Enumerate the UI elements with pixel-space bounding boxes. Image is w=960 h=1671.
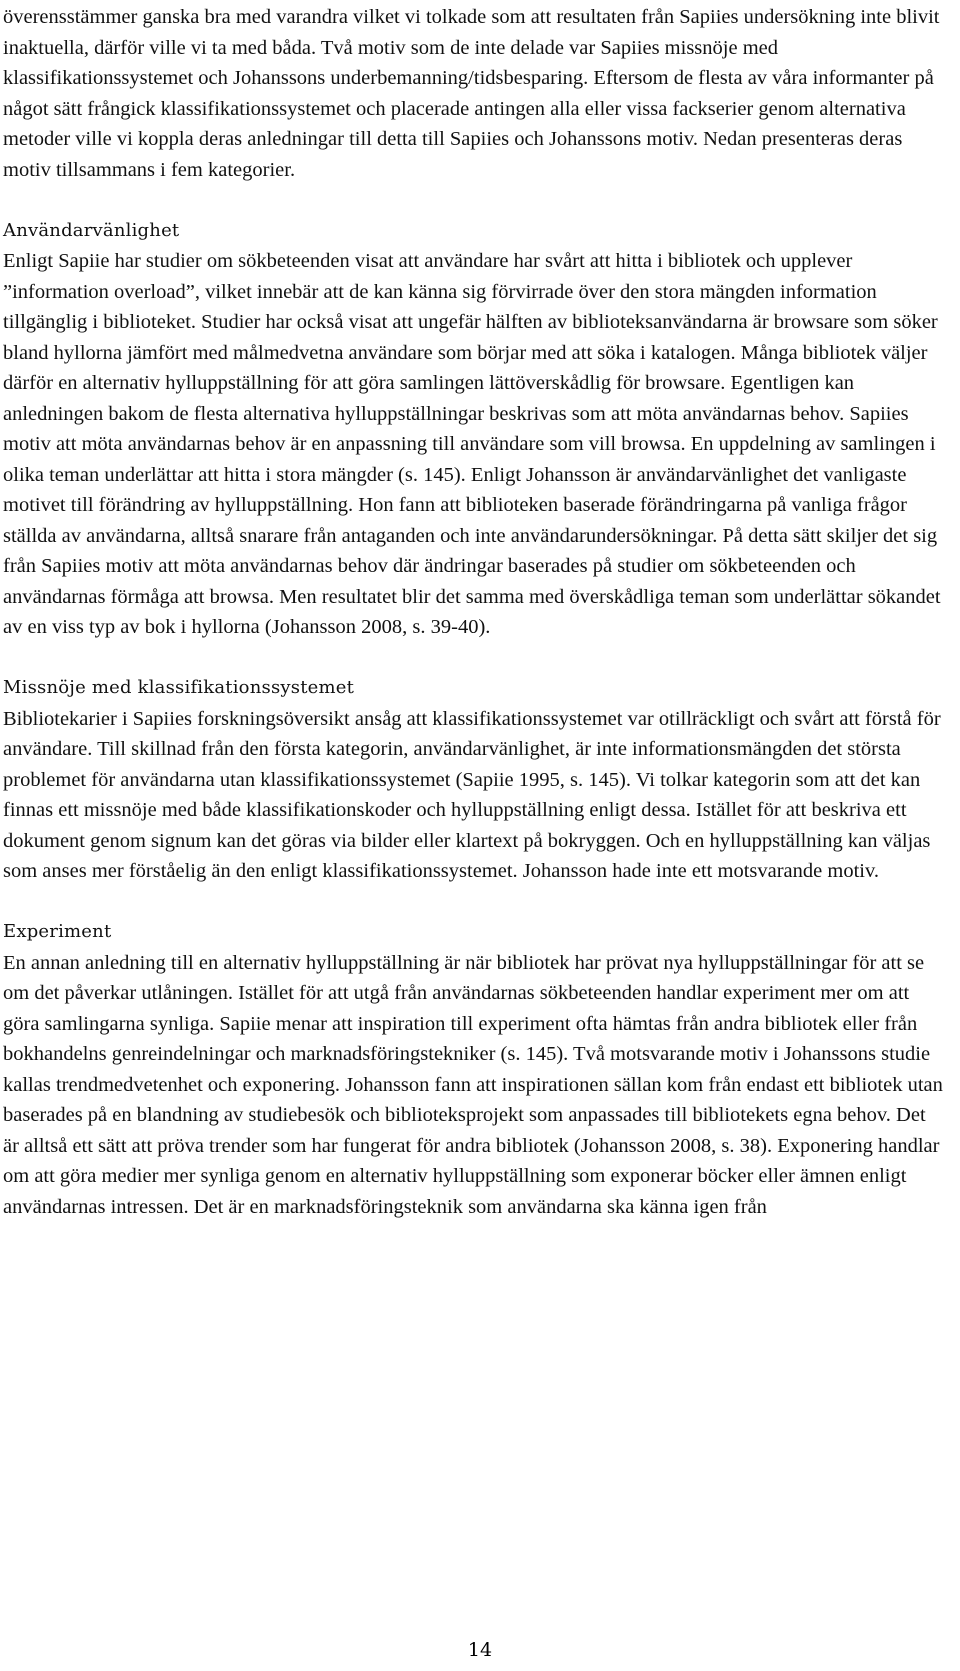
intro-paragraph: överensstämmer ganska bra med varandra vilket vi tolkade som att resultaten från Sapiies undersökning inte blivit inaktuella, därför ville vi ta med båda. Två motiv som de inte delade var Sapiies missnöje med klassifikationssystemet och Johanssons underbemanning/tidsbesparing. Eftersom de flesta av våra informanter på något sätt frångick klassifikationssystemet och placerade antingen alla eller vissa fackserier genom alternativa metoder ville vi koppla deras anledningar till detta till Sapiies och Johanssons motiv. Nedan presenteras deras motiv tillsammans i fem kategorier. xyxy=(3,6,940,181)
experiment-paragraph: En annan anledning till en alternativ hylluppställning är när bibliotek har prövat nya hylluppställningar för att se om det påverkar utlåningen. Istället för att utgå från användarnas sökbeteenden handlar experiment mer om att göra samlingarna synliga. Sapiie menar att inspiration till experiment ofta hämtas från andra bibliotek eller från bokhandelns genreindelningar och marknadsföringstekniker (s. 145). Två motsvarande motiv i Johanssons studie kallas trendmedvetenhet och exponering. Johansson fann att inspirationen sällan kom från endast ett bibliotek utan baserades på en blandning av studiebesök och biblioteksprojekt som anpassades till bibliotekets egna behov. Det är alltså ett sätt att pröva trender som har fungerat för andra bibliotek (Johansson 2008, s. 38). Exponering handlar om att göra medier mer synliga genom en alternativ hylluppställning som exponerar böcker eller ämnen enligt användarnas intressen. Det är en marknadsföringsteknik som användarna ska känna igen från xyxy=(3,951,943,1218)
usability-paragraph: Enligt Sapiie har studier om sökbeteenden visat att användare har svårt att hitta i bibliotek och upplever ”information overload”, vilket innebär att de kan känna sig förvirrade över den stora mängden information tillgänglig i biblioteket. Studier har också visat att ungefär hälften av biblioteksanvändarna är browsare som söker bland hyllorna jämfört med målmedvetna användare som börjar med att söka i katalogen. Många bibliotek väljer därför en alternativ hylluppställning för att göra samlingen lättöverskådlig för browsare. Egentligen kan anledningen bakom de flesta alternativa hylluppställningar beskrivas som att möta användarnas behov. Sapiies motiv att möta användarnas behov är en anpassning till användare som vill browsa. En uppdelning av samlingen i olika teman underlättar att hitta i stora mängder (s. 145). Enligt Johansson är användarvänlighet det vanligaste motivet till förändring av hylluppställning. Hon fann att biblioteken baserade förändringarna på vanliga frågor ställda av användarna, alltså snarare från antaganden och inte användarundersökningar. På detta sätt skiljer det sig från Sapiies motiv att möta användarnas behov där ändringar baserades på studier om sökbeteenden och användarnas förmåga att browsa. Men resultatet blir det samma med överskådliga teman som underlättar sökandet av en viss typ av bok i hyllorna (Johansson 2008, s. 39-40). xyxy=(3,250,941,638)
section-heading-classification-discontent: Missnöje med klassifikationssystemet xyxy=(3,677,355,698)
section-heading-usability: Användarvänlighet xyxy=(3,219,180,241)
section-heading-experiment: Experiment xyxy=(3,921,112,942)
page-number: 14 xyxy=(467,1639,493,1661)
classification-discontent-paragraph: Bibliotekarier i Sapiies forskningsöversikt ansåg att klassifikationssystemet var otillräckligt och svårt att förstå för användare. Till skillnad från den första kategorin, användarvänlighet, är inte informationsmängden det största problemet för användarna utan klassifikationssystemet (Sapiie 1995, s. 145). Vi tolkar kategorin som att det kan finnas ett missnöje med både klassifikationskoder och hylluppställning enligt dessa. Istället för att beskriva ett dokument genom signum kan det göras via bilder eller klartext på bokryggen. Och en hylluppställning kan väljas som anses mer förståelig än den enligt klassifikationssystemet. Johansson hade inte ett motsvarande motiv. xyxy=(3,707,941,882)
